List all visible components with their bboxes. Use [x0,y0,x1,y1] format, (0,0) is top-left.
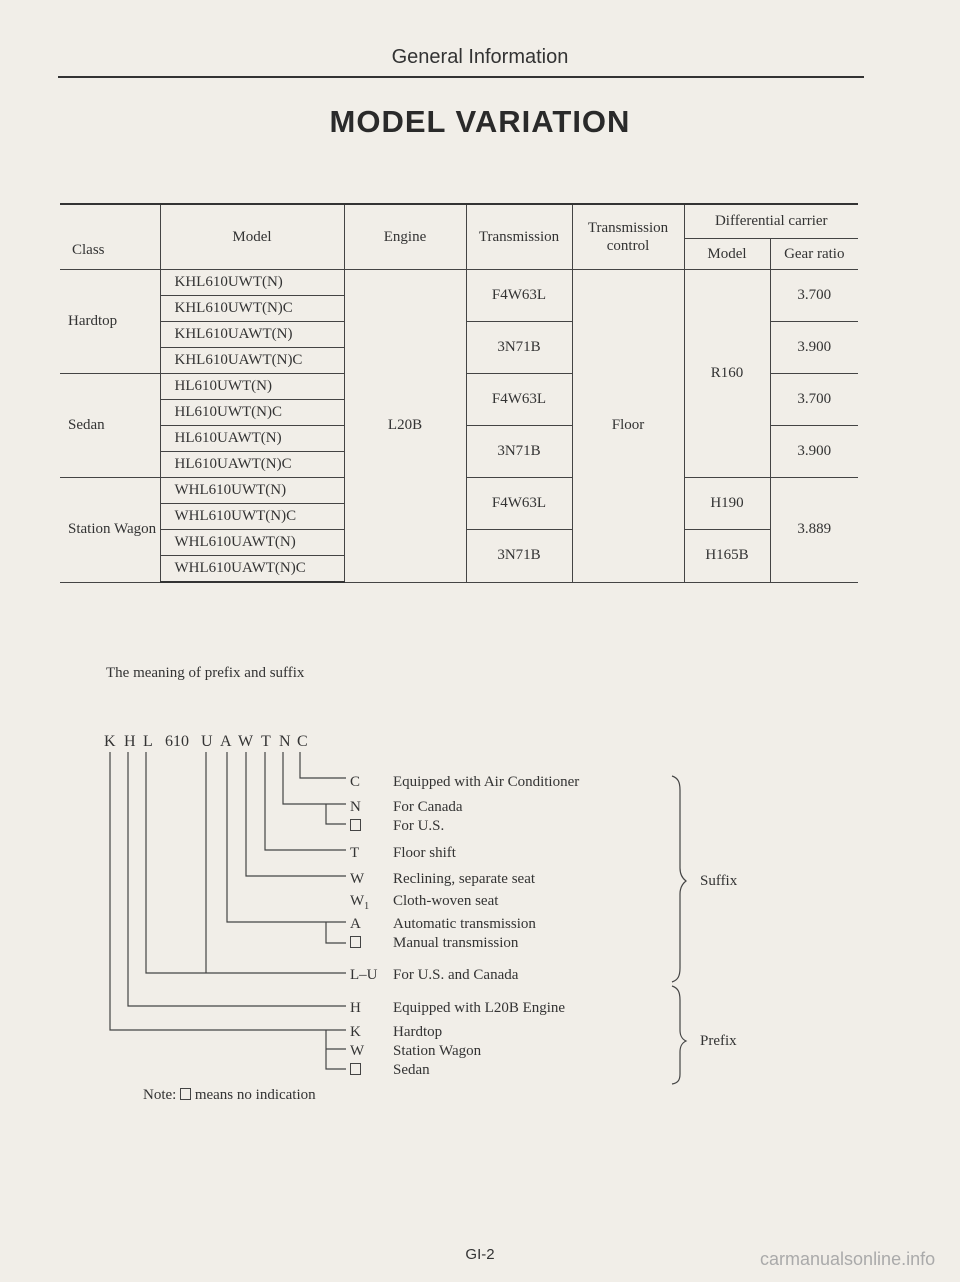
transmission-cell: F4W63L [466,270,572,322]
page-number: GI-2 [465,1246,495,1263]
legend-code: W [350,1043,365,1059]
header-engine: Engine [344,204,466,270]
connector-n-blank [326,804,346,824]
legend-desc: Manual transmission [393,935,519,951]
blank-box-icon [350,818,386,835]
header-class: Class [60,204,160,270]
model-cell: KHL610UWT(N)C [160,296,344,322]
legend-desc: Equipped with L20B Engine [393,1000,566,1016]
legend-code: W [350,871,365,887]
legend-code: H [350,1000,361,1016]
diff-model-cell: H165B [684,530,770,583]
code-char: H [124,733,136,750]
legend-code: A [350,916,361,932]
transmission-cell: F4W63L [466,478,572,530]
legend-desc: Station Wagon [393,1043,482,1059]
legend-code-subscript: 1 [364,901,370,912]
code-char: A [220,733,232,750]
gear-ratio-cell: 3.700 [770,374,858,426]
transmission-cell: F4W63L [466,374,572,426]
legend-desc: Reclining, separate seat [393,871,536,887]
class-cell: Hardtop [60,270,160,374]
legend-code: K [350,1024,361,1040]
blank-box-icon [180,1088,191,1100]
header-differential-carrier: Differential carrier [684,204,858,239]
legend-code-w1 [350,893,386,912]
code-char: W [238,733,254,750]
code-char: K [104,733,116,750]
engine-cell: L20B [344,270,466,583]
header-model: Model [160,204,344,270]
legend-desc: For Canada [393,799,463,815]
connector-a-blank [326,922,346,943]
legend-desc: Equipped with Air Conditioner [393,774,580,790]
code-char: T [261,733,271,750]
legend-desc: Hardtop [393,1024,443,1040]
code-char: 610 [165,733,189,750]
model-cell: KHL610UWT(N) [160,270,344,296]
legend-desc: Sedan [393,1062,430,1078]
gear-ratio-cell: 3.700 [770,270,858,322]
code-char: L [143,733,153,750]
model-cell: WHL610UWT(N)C [160,504,344,530]
legend-code: T [350,845,360,861]
class-cell: Station Wagon [60,478,160,583]
page-title: MODEL VARIATION [329,104,631,139]
class-cell: Sedan [60,374,160,478]
model-cell: HL610UWT(N) [160,374,344,400]
header-transmission: Transmission [466,204,572,270]
prefix-label: Prefix [700,1033,737,1049]
note-prefix: Note: [143,1087,177,1103]
model-cell: HL610UAWT(N)C [160,452,344,478]
legend-code: N [350,799,361,815]
prefix-suffix-title: The meaning of prefix and suffix [106,665,305,681]
gear-ratio-cell: 3.900 [770,426,858,478]
transmission-cell: 3N71B [466,426,572,478]
legend-desc: Automatic transmission [393,916,536,932]
connector-c [300,752,346,778]
blank-box-icon [350,1062,386,1079]
legend-desc: For U.S. and Canada [393,967,519,983]
header-transmission-control: Transmission control [572,204,684,270]
legend-desc: Cloth-woven seat [393,893,499,909]
code-char: N [279,733,291,750]
transmission-cell: 3N71B [466,322,572,374]
code-char: U [201,733,213,750]
model-cell: HL610UWT(N)C [160,400,344,426]
prefix-brace [672,986,686,1084]
gear-ratio-cell: 3.889 [770,478,858,583]
transmission-cell: 3N71B [466,530,572,583]
page-header: General Information [391,46,569,68]
watermark: carmanualsonline.info [760,1249,936,1269]
legend-code: W [350,893,365,909]
diff-model-cell: H190 [684,478,770,530]
diff-model-cell: R160 [684,270,770,478]
connector-w [246,752,346,876]
header-diff-model: Model [684,239,770,270]
model-cell: WHL610UWT(N) [160,478,344,504]
blank-box-icon [350,935,386,952]
header-gear-ratio: Gear ratio [770,239,858,270]
gear-ratio-cell: 3.900 [770,322,858,374]
code-char: C [297,733,308,750]
suffix-brace [672,776,686,982]
model-cell: KHL610UAWT(N) [160,322,344,348]
connector-t [265,752,346,850]
model-cell: WHL610UAWT(N)C [160,556,344,583]
transmission-control-cell: Floor [572,270,684,583]
suffix-label: Suffix [700,873,738,889]
legend-code: C [350,774,361,790]
connector-h [128,752,346,1006]
legend-desc: For U.S. [393,818,445,834]
model-cell: KHL610UAWT(N)C [160,348,344,374]
legend-desc: Floor shift [393,845,456,861]
note [143,1087,316,1104]
legend-code: L–U [350,967,378,983]
note-text: means no indication [194,1087,316,1103]
model-cell: WHL610UAWT(N) [160,530,344,556]
model-cell: HL610UAWT(N) [160,426,344,452]
